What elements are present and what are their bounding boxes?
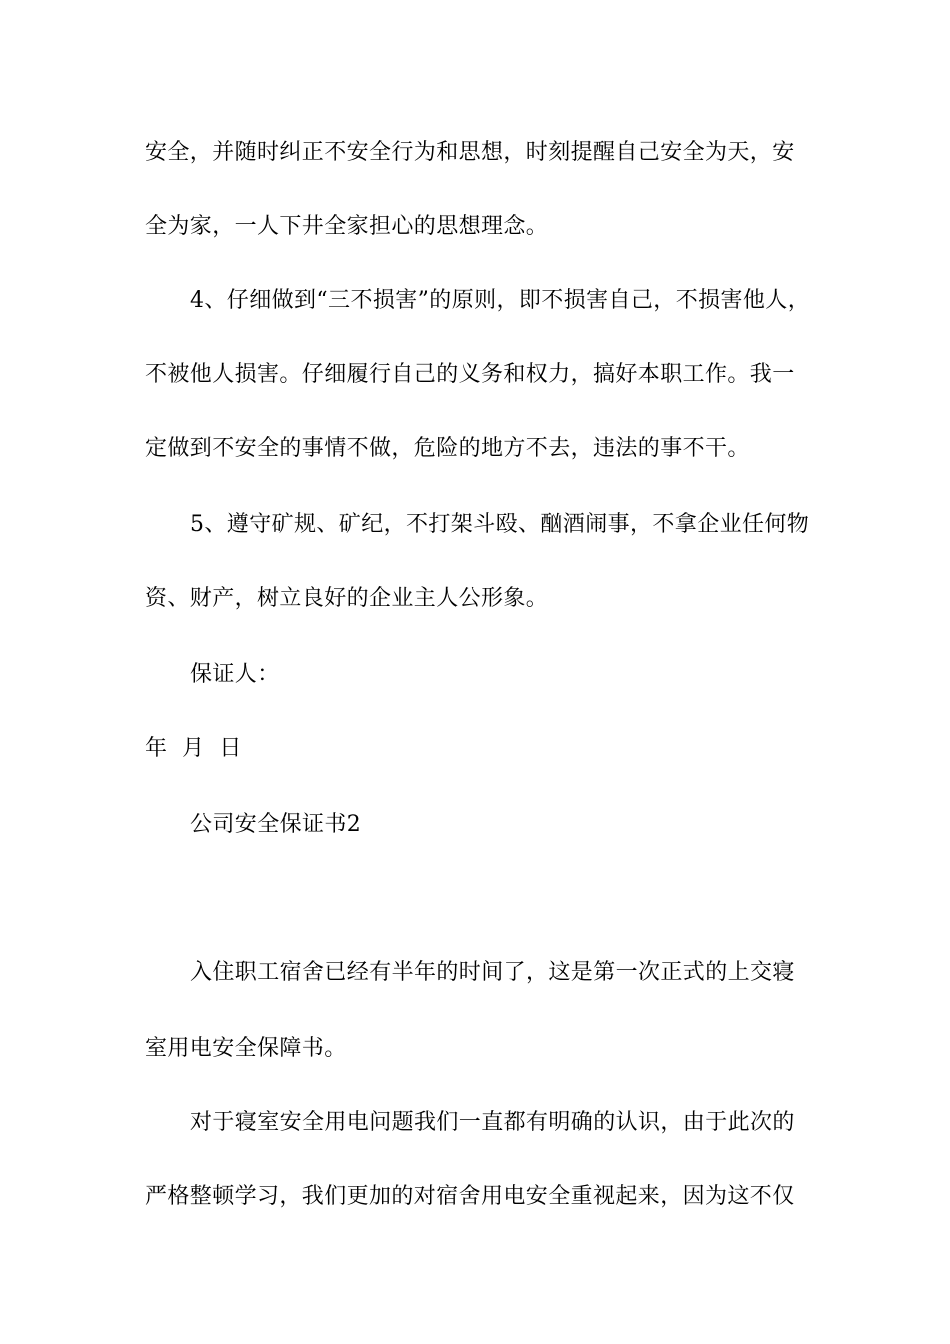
paragraph-line: 严格整顿学习，我们更加的对宿舍用电安全重视起来，因为这不仅 (145, 1184, 795, 1209)
paragraph-line: 定做到不安全的事情不做，危险的地方不去，违法的事不干。 (145, 436, 750, 461)
paragraph-line: 不被他人损害。仔细履行自己的义务和权力，搞好本职工作。我一 (145, 362, 795, 387)
guarantor-label: 保证人： (190, 662, 280, 687)
paragraph-line: 对于寝室安全用电问题我们一直都有明确的认识，由于此次的 (190, 1110, 795, 1135)
paragraph-line: 全为家，一人下井全家担心的思想理念。 (145, 214, 549, 239)
paragraph-line: 室用电安全保障书。 (145, 1036, 347, 1061)
paragraph-line: 5、遵守矿规、矿纪，不打架斗殴、酗酒闹事，不拿企业任何物 (190, 512, 810, 537)
paragraph-line: 4、仔细做到“三不损害”的原则，即不损害自己，不损害他人， (190, 288, 811, 313)
paragraph-line: 安全，并随时纠正不安全行为和思想，时刻提醒自己安全为天，安 (145, 140, 795, 165)
paragraph-line: 入住职工宿舍已经有半年的时间了，这是第一次正式的上交寝 (190, 960, 795, 985)
date-line: 年 月 日 (145, 736, 242, 761)
paragraph-line: 资、财产，树立良好的企业主人公形象。 (145, 586, 549, 611)
section-title: 公司安全保证书2 (190, 812, 362, 837)
